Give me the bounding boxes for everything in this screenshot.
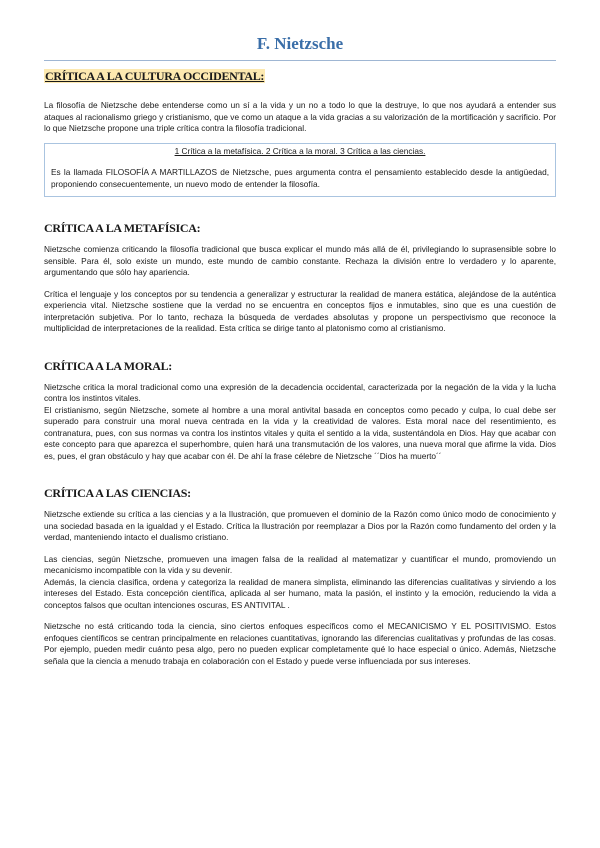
paragraph-ciencias-4: Nietzsche no está criticando toda la ciencia, sino ciertos enfoques específicos como el MECANICISMO Y EL POSITIVISMO. Estos enfoques científicos se centran principalmente en relaciones cuantitativas, ignorando las diferencias cualitativas y profundas de las cosas. Por ejemplo, pueden medir cuánto pesa algo, pero no pueden explicar completamente qué lo hace especial o único. Además, Nietzsche señala que la ciencia a menudo trabaja en colaboración con el Estado y puede verse influenciada por sus intereses. [44,621,556,666]
paragraph-gap [44,544,556,554]
paragraph-cultura-intro: La filosofía de Nietzsche debe entenderse como un sí a la vida y un no a todo lo que la destruye, lo que nos ayudará a entender sus ataques al racionalismo griego y cristianismo, que ve como un ataque a la vida gracias a su valorización de la mortificación y sacrificio. Por lo que Nietzsche propone una triple crítica contra la filosofía tradicional. [44,100,556,133]
section-cultura [44,69,556,197]
paragraph-gap [44,279,556,289]
document-title: F. Nietzsche [256,34,344,53]
section-metafisica [44,221,556,335]
paragraph-gap [44,611,556,621]
section-heading-metafisica: CRÍTICA A LA METAFÍSICA: [44,221,201,235]
section-heading-cultura [44,69,556,84]
section-heading-ciencias: CRÍTICA A LAS CIENCIAS: [44,486,191,500]
paragraph-ciencias-3: Además, la ciencia clasifica, ordena y categoriza la realidad de manera simplista, eliminando las diferencias cualitativas y sirviendo a los intereses del Estado. Esta concepción científica, aplicada al ser humano, mata la pasión, el instinto y la emoción, reduciendo la vida a conceptos falsos que ocultan intenciones oscuras, ES ANTIVITAL . [44,576,556,610]
highlighted-heading: CRÍTICA A LA CULTURA OCCIDENTAL: [45,69,265,83]
paragraph-metafisica-1: Nietzsche comienza criticando la filosofía tradicional que busca explicar el mundo más allá de él, privilegiando lo suprasensible sobre lo sensible. Para él, solo existe un mundo, este mundo de cambio constante. Rechaza la división entre lo verdadero y lo aparente, argumentando que sólo hay apariencia. [44,244,556,277]
paragraph-moral-1: Nietzsche critica la moral tradicional como una expresión de la decadencia occidental, caracterizada por la negación de la vida y la lucha contra los instintos vitales. [44,381,556,403]
critique-list: 1 Crítica a la metafísica. 2 Crítica a la moral. 3 Crítica a las ciencias. [174,145,426,156]
paragraph-ciencias-1: Nietzsche extiende su crítica a las ciencias y a la Ilustración, que promueven el dominio de la Razón como único modo de conocimiento y una sociedad basada en la igualdad y el Estado. Crítica la Ilustración por reemplazar a Dios por la Razón como fundamento del orden y la verdad, manteniendo intacto el dualismo cristiano. [44,509,556,542]
paragraph-metafisica-2: Crítica el lenguaje y los conceptos por su tendencia a generalizar y estructurar la realidad de manera estática, alejándose de la auténtica experiencia vital. Nietzsche sostiene que la verdad no se encuentra en conceptos fijos e inmutables, sino que es una cuestión de interpretación subjetiva. Por lo tanto, rechaza la búsqueda de verdades absolutas y propone un perspectivismo que reconoce la multiplicidad de interpretaciones de la realidad. Esta crítica se dirige tanto al platonismo como al cristianismo. [44,288,556,333]
paragraph-moral-2: El cristianismo, según Nietzsche, somete al hombre a una moral antivital basada en conceptos como pecado y culpa, lo cual debe ser superado para construir una moral nueva centrada en la vida y la creatividad de valores. Esta moral nace del resentimiento, es contranatura, pues, con sus normas va contra los instintos vitales y quita el sentido a la vida, sustentándola en Dios. Hay que acabar con este concepto para que aparezca el superhombre, quien hará una transmutación de los valores, una nueva moral que afirme la vida. Dios es, pues, el gran obstáculo y hay que acabar con él. De ahí la frase célebre de Nietzsche ´´Dios ha muerto´´ [44,404,556,461]
section-ciencias [44,486,556,667]
paragraph-ciencias-2: Las ciencias, según Nietzsche, promueven una imagen falsa de la realidad al matematizar y cuantificar el mundo, promoviendo un mecanicismo incompatible con la vida y su devenir. [44,553,556,575]
section-heading-moral: CRÍTICA A LA MORAL: [44,358,172,373]
title-divider [44,60,556,61]
critique-list-box [44,143,556,198]
section-moral [44,359,556,463]
paragraph-martillazos: Es la llamada FILOSOFÍA A MARTILLAZOS de Nietzsche, pues argumenta contra el pensamiento establecido desde la antigüedad, proponiendo consecuentemente, un nuevo modo de entender la filosofía. [51,167,549,189]
